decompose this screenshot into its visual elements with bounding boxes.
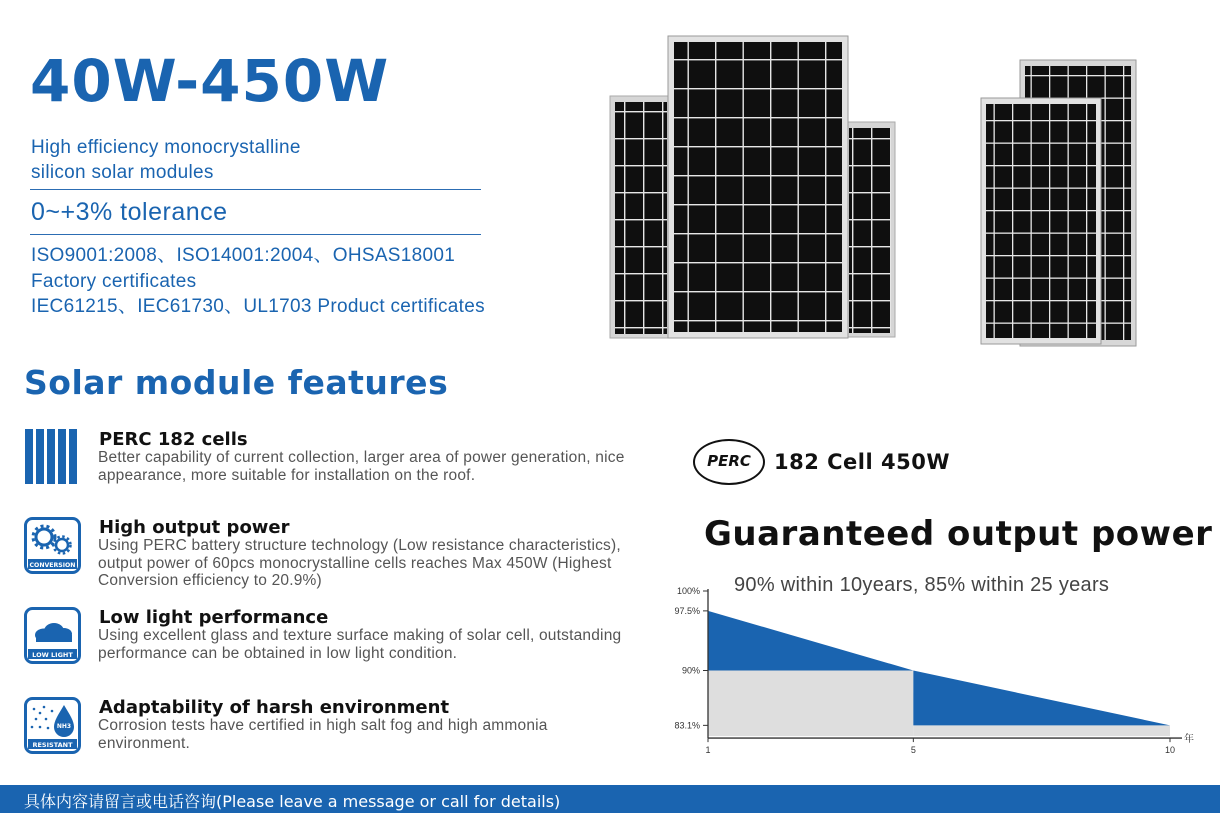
gears-icon (24, 517, 81, 574)
subtitle-line-2: silicon solar modules (31, 162, 214, 183)
tolerance-text: 0~+3% tolerance (31, 198, 228, 226)
cell-label: 182 Cell 450W (774, 450, 951, 474)
icon-label: LOW LIGHT (32, 651, 73, 659)
divider-top (30, 189, 481, 190)
subtitle-line-1: High efficiency monocrystalline (31, 137, 301, 158)
perc-badge-text: PERC (707, 452, 751, 470)
y-tick-label: 83.1% (674, 720, 700, 731)
divider-bottom (30, 234, 481, 235)
feature-title: Low light performance (99, 607, 329, 628)
power-range-title: 40W-450W (30, 47, 390, 115)
footer-bar (0, 785, 1220, 813)
certs-line-2: Factory certificates (31, 270, 197, 292)
y-tick-label: 90% (681, 665, 700, 676)
x-tick-label: 5 (910, 745, 916, 756)
x-unit-label: 年 (1184, 734, 1194, 746)
output-power-chart (640, 580, 1200, 780)
x-tick-label: 10 (1164, 745, 1176, 756)
feature-desc: Corrosion tests have certified in high salt fog and high ammonia environment. (98, 717, 548, 752)
icon-label: CONVERSION (29, 562, 76, 569)
x-tick-label: 1 (705, 745, 711, 756)
y-tick-label: 97.5% (674, 605, 700, 616)
feature-desc: Better capability of current collection, larger area of power generation, nice appearance, more suitable for installation on the roof. (98, 449, 625, 484)
footer-text: 具体内容请留言或电话咨询(Please leave a message or call for details) (24, 792, 561, 811)
series-area-1 (913, 671, 1170, 726)
product-subtitle (31, 135, 491, 185)
feature-title: High output power (99, 517, 290, 538)
feature-desc: Using PERC battery structure technology (Low resistance characteristics), output power of 60pcs monocrystalline cells reaches Max 450W (Highest Conversion efficiency to 20.9%) (98, 537, 621, 589)
ammonia-drop-icon (24, 697, 81, 754)
feature-title: PERC 182 cells (99, 429, 248, 450)
icon-label: RESISTANT (32, 741, 73, 749)
solar-panels-image (605, 30, 1145, 350)
guarantee-title: Guaranteed output power (704, 514, 1213, 554)
y-tick-label: 100% (676, 586, 700, 596)
guarantee-step-0 (708, 671, 913, 737)
icon-drop-text: NH3 (56, 723, 72, 730)
perc-badge (693, 439, 765, 485)
cloud-icon (24, 607, 81, 664)
feature-perc-cells (24, 429, 634, 489)
series-area-0 (708, 611, 913, 671)
guarantee-step-1 (913, 725, 1170, 736)
features-section-title: Solar module features (24, 363, 449, 402)
panel-back-left (610, 96, 670, 338)
certs-line-1: ISO9001:2008、ISO14001:2004、OHSAS18001 (31, 245, 456, 266)
panel-front (668, 36, 848, 338)
panel-back-right (845, 122, 895, 337)
cell-stripes-icon (24, 429, 81, 486)
feature-high-output (24, 517, 634, 597)
certs-line-3: IEC61215、IEC61730、UL1703 Product certificates (31, 296, 485, 317)
panel-right-front (981, 98, 1101, 344)
certifications (31, 243, 591, 320)
feature-title: Adaptability of harsh environment (99, 697, 450, 718)
feature-harsh-environment (24, 697, 634, 757)
feature-low-light (24, 607, 634, 672)
feature-desc: Using excellent glass and texture surface making of solar cell, outstanding performance can be obtained in low light condition. (98, 627, 622, 662)
guarantee-subtitle: 90% within 10years, 85% within 25 years (734, 574, 1110, 596)
